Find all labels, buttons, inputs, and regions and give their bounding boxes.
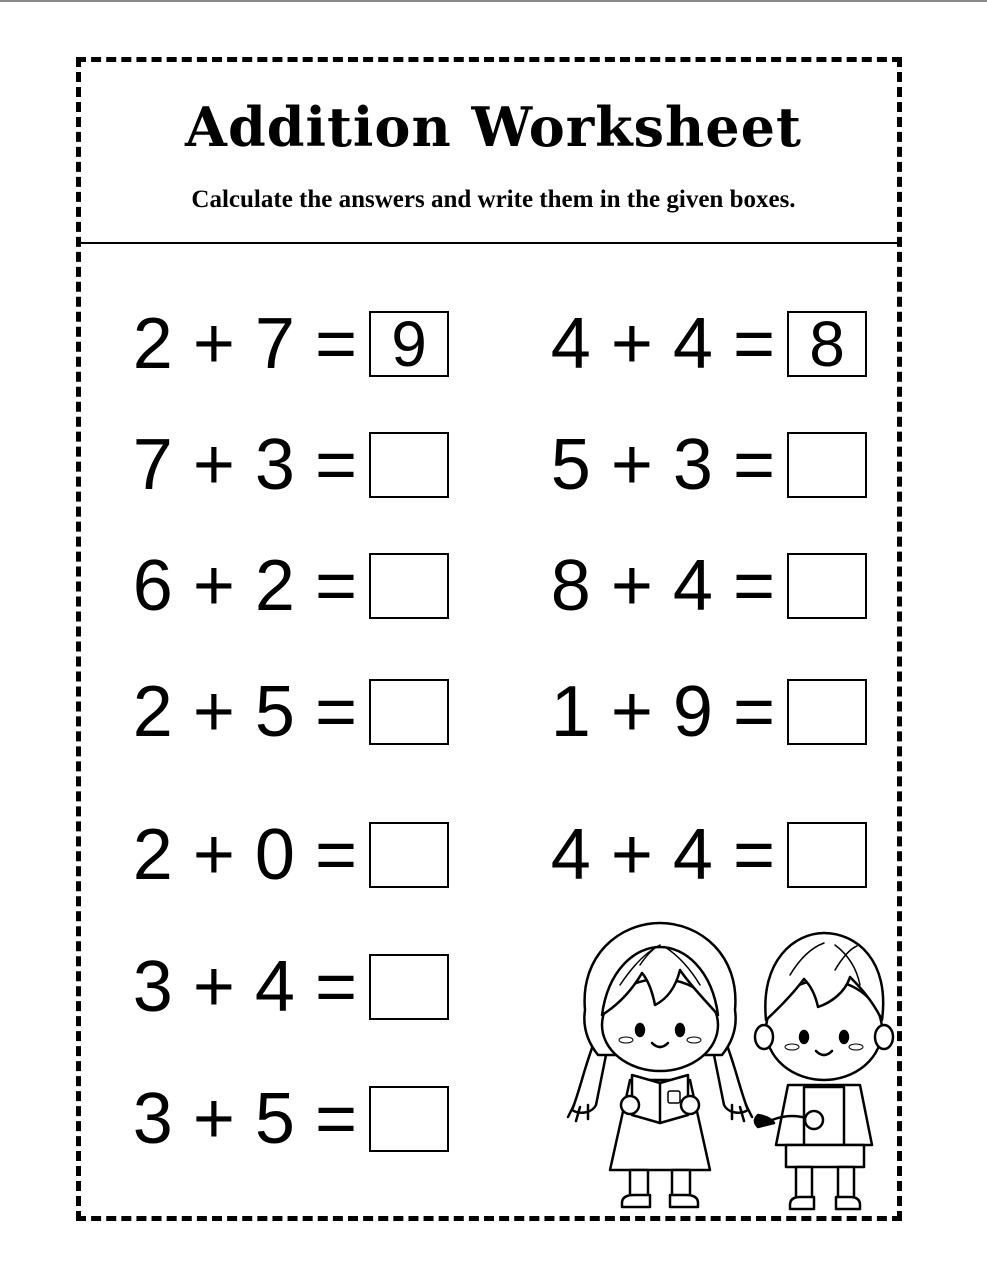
worksheet-title: Addition Worksheet bbox=[185, 95, 802, 159]
problem-4 bbox=[520, 425, 867, 505]
problem-expression: 3 + 5 = bbox=[132, 1079, 357, 1159]
problem-expression: 3 + 4 = bbox=[132, 947, 357, 1027]
girl-figure bbox=[568, 923, 752, 1207]
problem-expression: 2 + 5 = bbox=[132, 672, 357, 752]
problem-expression: 7 + 3 = bbox=[132, 425, 357, 505]
problem-expression: 1 + 9 = bbox=[550, 672, 775, 752]
problem-1 bbox=[100, 304, 449, 384]
answer-box[interactable] bbox=[369, 954, 449, 1020]
problem-3 bbox=[100, 425, 449, 505]
worksheet-instructions: Calculate the answers and write them in the given boxes. bbox=[191, 186, 796, 213]
answer-box[interactable] bbox=[787, 432, 867, 498]
problem-2 bbox=[520, 304, 867, 384]
answer-box[interactable] bbox=[369, 553, 449, 619]
problem-6 bbox=[520, 546, 867, 626]
problem-8 bbox=[520, 672, 867, 752]
boy-figure bbox=[755, 933, 893, 1209]
problem-9 bbox=[100, 815, 449, 895]
problem-11 bbox=[100, 947, 449, 1027]
problem-expression: 8 + 4 = bbox=[550, 546, 775, 626]
problem-expression: 2 + 0 = bbox=[132, 815, 357, 895]
answer-box[interactable] bbox=[369, 822, 449, 888]
answer-box[interactable] bbox=[787, 553, 867, 619]
problem-expression: 2 + 7 = bbox=[132, 304, 357, 384]
problem-10 bbox=[520, 815, 867, 895]
problem-5 bbox=[100, 546, 449, 626]
answer-box[interactable]: 9 bbox=[369, 311, 449, 377]
problem-expression: 4 + 4 = bbox=[550, 304, 775, 384]
problem-12 bbox=[100, 1079, 449, 1159]
answer-box[interactable] bbox=[787, 822, 867, 888]
children-reading-illustration bbox=[560, 915, 900, 1220]
problem-expression: 6 + 2 = bbox=[132, 546, 357, 626]
problem-expression: 4 + 4 = bbox=[550, 815, 775, 895]
answer-box[interactable]: 8 bbox=[787, 311, 867, 377]
answer-box[interactable] bbox=[369, 1086, 449, 1152]
top-edge-line bbox=[0, 0, 987, 2]
answer-box[interactable] bbox=[787, 679, 867, 745]
answer-box[interactable] bbox=[369, 679, 449, 745]
header-divider bbox=[80, 242, 902, 244]
problem-7 bbox=[100, 672, 449, 752]
answer-box[interactable] bbox=[369, 432, 449, 498]
problem-expression: 5 + 3 = bbox=[550, 425, 775, 505]
